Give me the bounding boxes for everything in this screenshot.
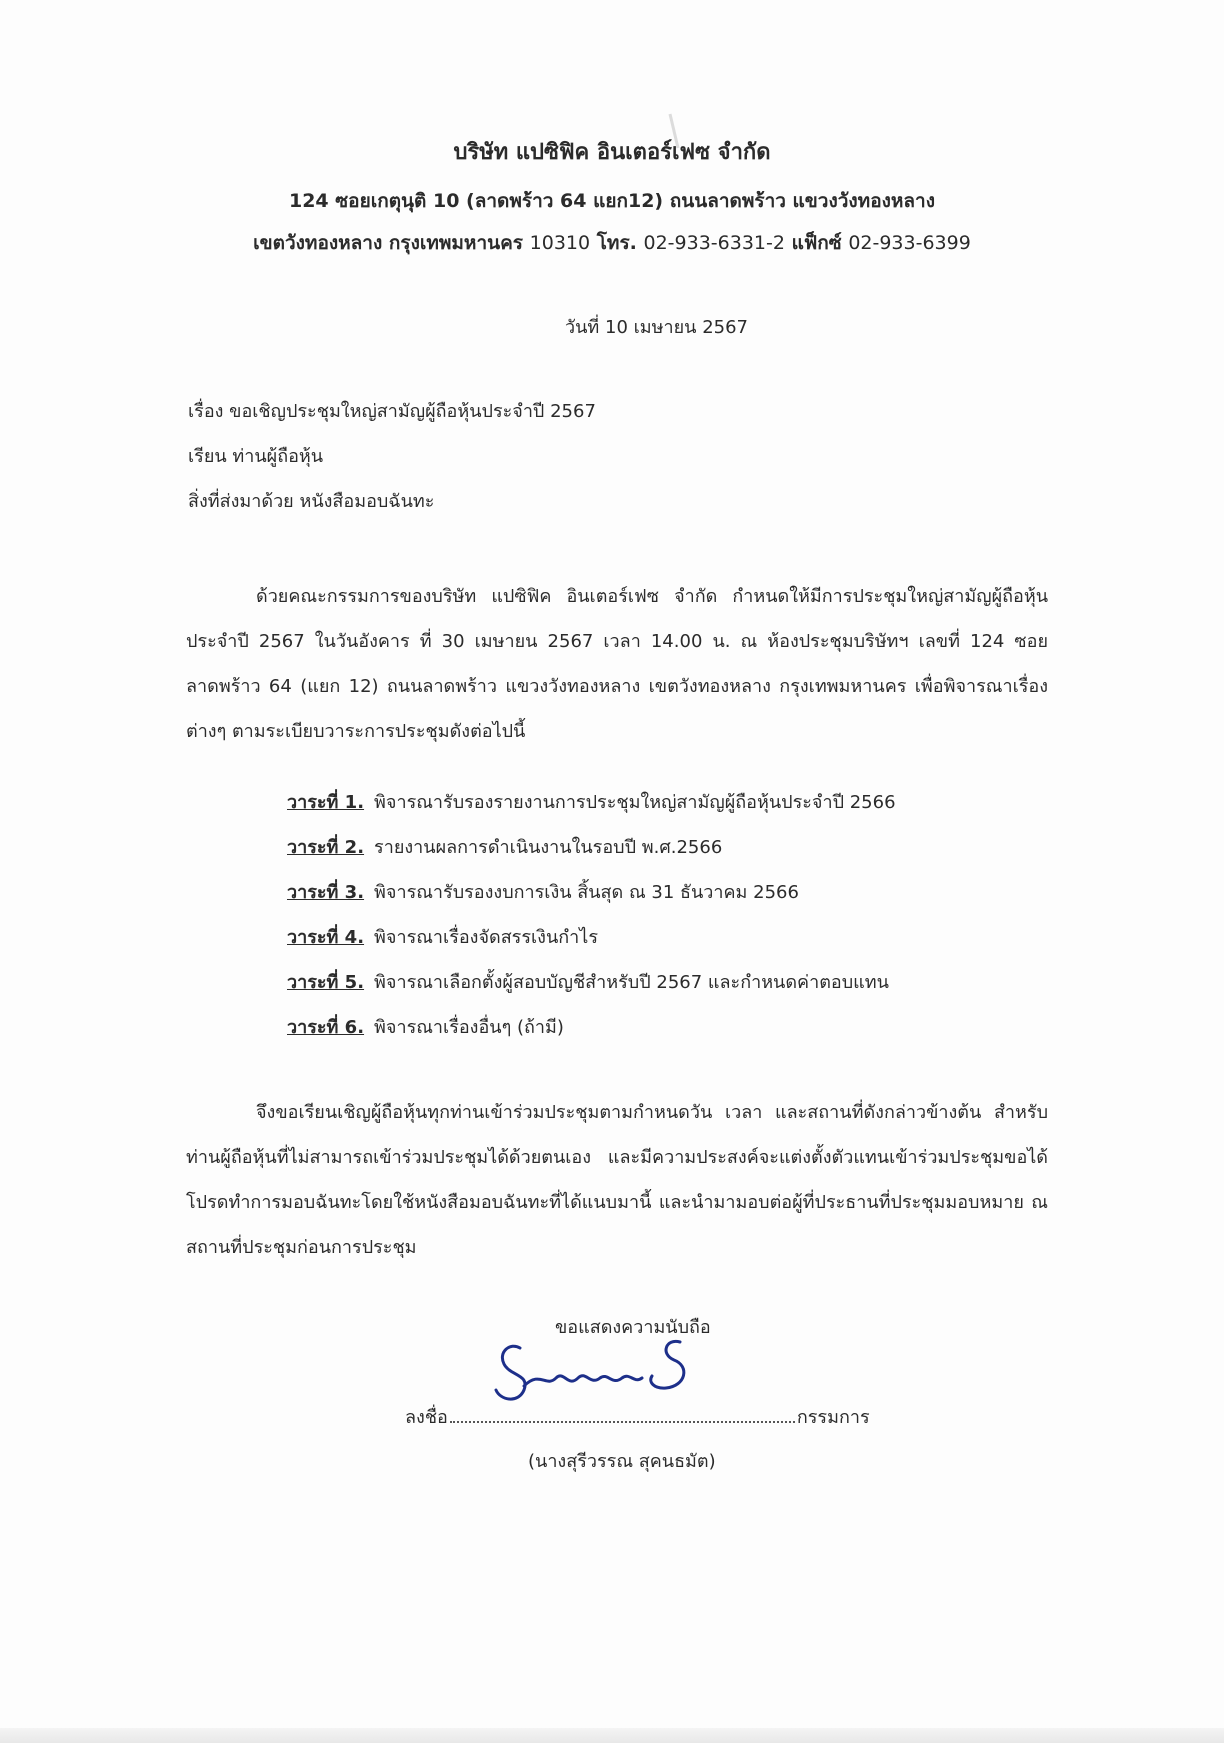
- company-address-line1: 124 ซอยเกตุนุติ 10 (ลาดพร้าว 64 แยก12) ถนนลาดพร้าว แขวงวังทองหลาง: [288, 190, 935, 212]
- signature-line: [405, 1402, 870, 1431]
- agenda-text: พิจารณาเรื่องจัดสรรเงินกำไร: [374, 927, 598, 948]
- letter-enclosure: สิ่งที่ส่งมาด้วย หนังสือมอบฉันทะ: [188, 491, 435, 512]
- body-paragraph-proxy: [186, 1090, 1048, 1270]
- agenda-text: พิจารณารับรองงบการเงิน สิ้นสุด ณ 31 ธันวาคม 2566: [374, 882, 799, 903]
- company-name: บริษัท แปซิฟิค อินเตอร์เฟซ จำกัด: [453, 140, 771, 165]
- fax-number: 02-933-6399: [848, 232, 971, 254]
- agenda-list: [287, 780, 896, 1050]
- agenda-item: [287, 780, 896, 825]
- agenda-text: พิจารณาเรื่องอื่นๆ (ถ้ามี): [374, 1017, 564, 1038]
- tel-number: 02-933-6331-2: [643, 232, 785, 254]
- letter-recipient: เรียน ท่านผู้ถือหุ้น: [188, 446, 324, 467]
- agenda-label: วาระที่ 1.: [287, 792, 365, 813]
- letter-subject: เรื่อง ขอเชิญประชุมใหญ่สามัญผู้ถือหุ้นประจำปี 2567: [188, 401, 596, 422]
- address-district: เขตวังทองหลาง กรุงเทพมหานคร: [253, 232, 524, 254]
- agenda-item: [287, 825, 896, 870]
- agenda-text: พิจารณาเลือกตั้งผู้สอบบัญชีสำหรับปี 2567 และกำหนดค่าตอบแทน: [374, 972, 889, 993]
- agenda-label: วาระที่ 2.: [287, 837, 365, 858]
- fax-label: แฟ็กซ์: [791, 232, 842, 254]
- handwritten-signature: [490, 1330, 710, 1410]
- sign-label: ลงชื่อ: [405, 1407, 448, 1428]
- agenda-label: วาระที่ 5.: [287, 972, 365, 993]
- closing-regards: ขอแสดงความนับถือ: [555, 1317, 711, 1338]
- agenda-label: วาระที่ 6.: [287, 1017, 365, 1038]
- letter-date: วันที่ 10 เมษายน 2567: [565, 317, 748, 338]
- agenda-label: วาระที่ 4.: [287, 927, 365, 948]
- address-postcode: 10310: [529, 232, 591, 254]
- paragraph-text: จึงขอเรียนเชิญผู้ถือหุ้นทุกท่านเข้าร่วมประชุมตามกำหนดวัน เวลา และสถานที่ดังกล่าวข้างต้น สำหรับท่านผู้ถือหุ้นที่ไม่สามารถเข้าร่วมประชุมได้ด้วยตนเอง และมีความประสงค์จะแต่งตั้งตัวแทนเข้าร่วมประชุมขอได้โปรดทำการมอบฉันทะโดยใช้หนังสือมอบฉันทะที่ได้แนบมานี้ และนำมามอบต่อผู้ที่ประธานที่ประชุมมอบหมาย ณ สถานที่ประชุมก่อนการประชุม: [186, 1102, 1048, 1258]
- company-address-line2: [0, 228, 1224, 258]
- signer-name: (นางสุรีวรรณ สุคนธมัต): [528, 1451, 716, 1472]
- agenda-label: วาระที่ 3.: [287, 882, 365, 903]
- paragraph-text: ด้วยคณะกรรมการของบริษัท แปซิฟิค อินเตอร์เฟซ จำกัด กำหนดให้มีการประชุมใหญ่สามัญผู้ถือหุ้น ประจำปี 2567 ในวันอังคาร ที่ 30 เมษายน 2567 เวลา 14.00 น. ณ ห้องประชุมบริษัทฯ เลขที่ 124 ซอยลาดพร้าว 64 (แยก 12) ถนนลาดพร้าว แขวงวังทองหลาง เขตวังทองหลาง กรุงเทพมหานคร เพื่อพิจารณาเรื่องต่างๆ ตามระเบียบวาระการประชุมดังต่อไปนี้: [186, 586, 1048, 742]
- signature-dotted-line: [450, 1421, 795, 1423]
- agenda-item: [287, 1005, 896, 1050]
- tel-label: โทร.: [596, 232, 637, 254]
- sign-role: กรรมการ: [796, 1407, 870, 1428]
- agenda-item: [287, 870, 896, 915]
- agenda-item: [287, 915, 896, 960]
- agenda-item: [287, 960, 896, 1005]
- agenda-text: พิจารณารับรองรายงานการประชุมใหญ่สามัญผู้ถือหุ้นประจำปี 2566: [374, 792, 896, 813]
- scan-edge-shadow: [0, 1728, 1224, 1743]
- agenda-text: รายงานผลการดำเนินงานในรอบปี พ.ศ.2566: [374, 837, 723, 858]
- body-paragraph-invitation: [186, 574, 1048, 754]
